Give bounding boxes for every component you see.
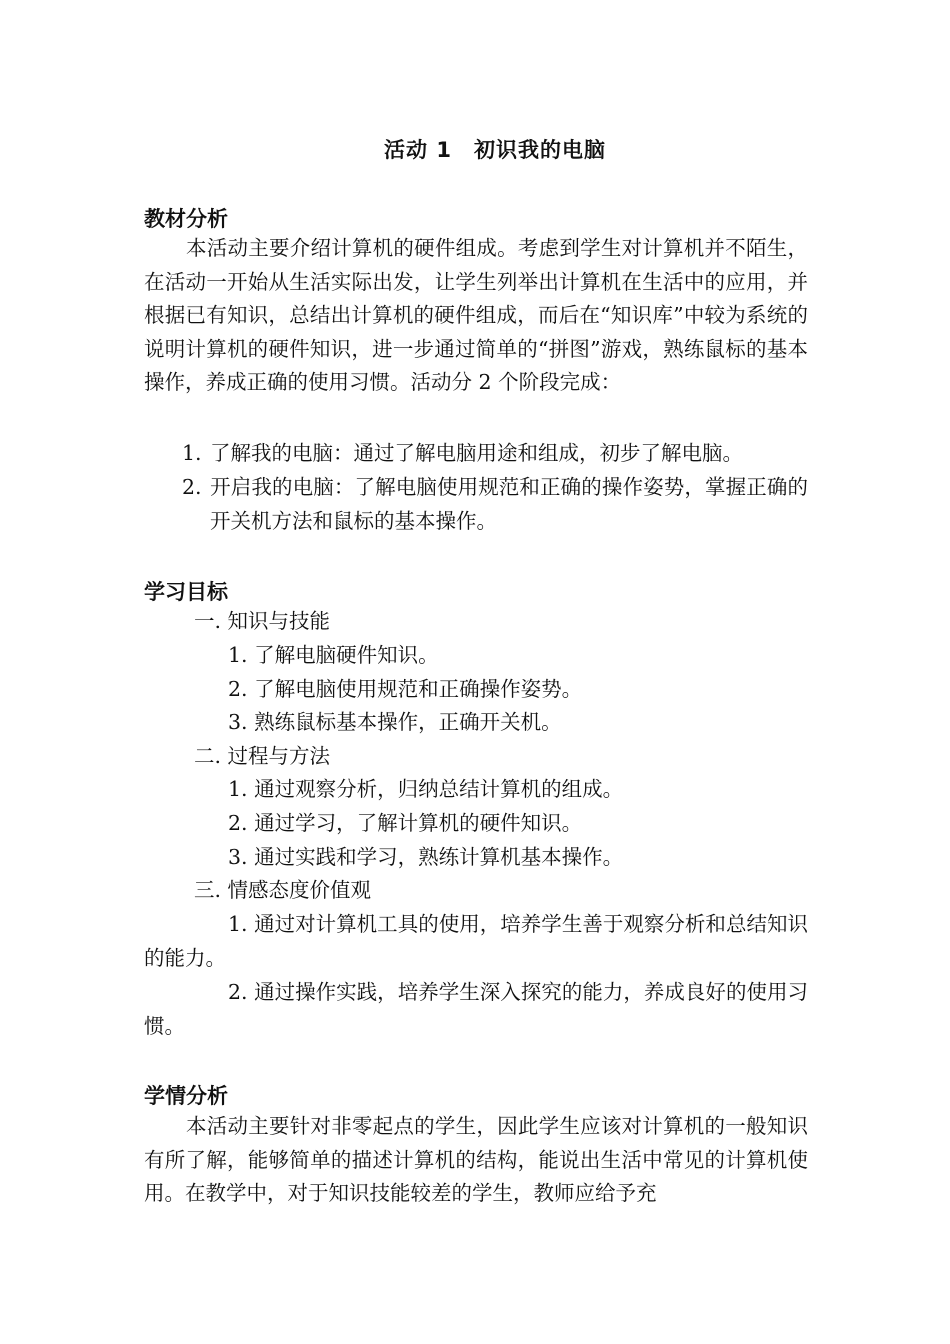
goal-item: 2. 通过操作实践，培养学生深入探究的能力，养成良好的使用习惯。 xyxy=(144,980,808,1038)
stage-text: 开启我的电脑：了解电脑使用规范和正确的操作姿势，掌握正确的开关机方法和鼠标的基本操作。 xyxy=(210,475,808,533)
goal-item: 3. 熟练鼠标基本操作，正确开关机。 xyxy=(228,710,562,734)
stage-number: 2. xyxy=(182,475,202,499)
stage-text: 了解我的电脑：通过了解电脑用途和组成，初步了解电脑。 xyxy=(210,441,743,465)
goal-item: 2. 了解电脑使用规范和正确操作姿势。 xyxy=(228,677,583,701)
learners-paragraph: 本活动主要针对非零起点的学生，因此学生应该对计算机的一般知识有所了解，能够简单的描述计算机的结构，能说出生活中常见的计算机使用。在教学中，对于知识技能较差的学生，教师应给予充 xyxy=(144,1114,808,1205)
goal-group-title: 二. 过程与方法 xyxy=(194,744,331,768)
section-heading-analysis: 教材分析 xyxy=(144,207,228,231)
section-heading-learners: 学情分析 xyxy=(144,1084,228,1108)
goal-item: 1. 了解电脑硬件知识。 xyxy=(228,643,439,667)
goal-group-title: 三. 情感态度价值观 xyxy=(194,878,372,902)
goal-item: 2. 通过学习，了解计算机的硬件知识。 xyxy=(228,811,583,835)
analysis-paragraph: 本活动主要介绍计算机的硬件组成。考虑到学生对计算机并不陌生，在活动一开始从生活实际出发，让学生列举出计算机在生活中的应用，并根据已有知识，总结出计算机的硬件组成，而后在“知识库”中较为系统的说明计算机的硬件知识，进一步通过简单的“拼图”游戏，熟练鼠标的基本操作，养成正确的使用习惯。活动分 2 个阶段完成： xyxy=(144,236,808,394)
goal-group-title: 一. 知识与技能 xyxy=(194,609,331,633)
stage-item xyxy=(182,471,808,538)
stage-item xyxy=(182,437,808,471)
goal-item: 3. 通过实践和学习，熟练计算机基本操作。 xyxy=(228,845,624,869)
goal-item: 1. 通过对计算机工具的使用，培养学生善于观察分析和总结知识的能力。 xyxy=(144,912,808,970)
section-heading-goals: 学习目标 xyxy=(144,580,228,604)
page-title: 活动 1 初识我的电脑 xyxy=(384,138,606,162)
stage-number: 1. xyxy=(182,441,202,465)
goal-item: 1. 通过观察分析，归纳总结计算机的组成。 xyxy=(228,777,624,801)
